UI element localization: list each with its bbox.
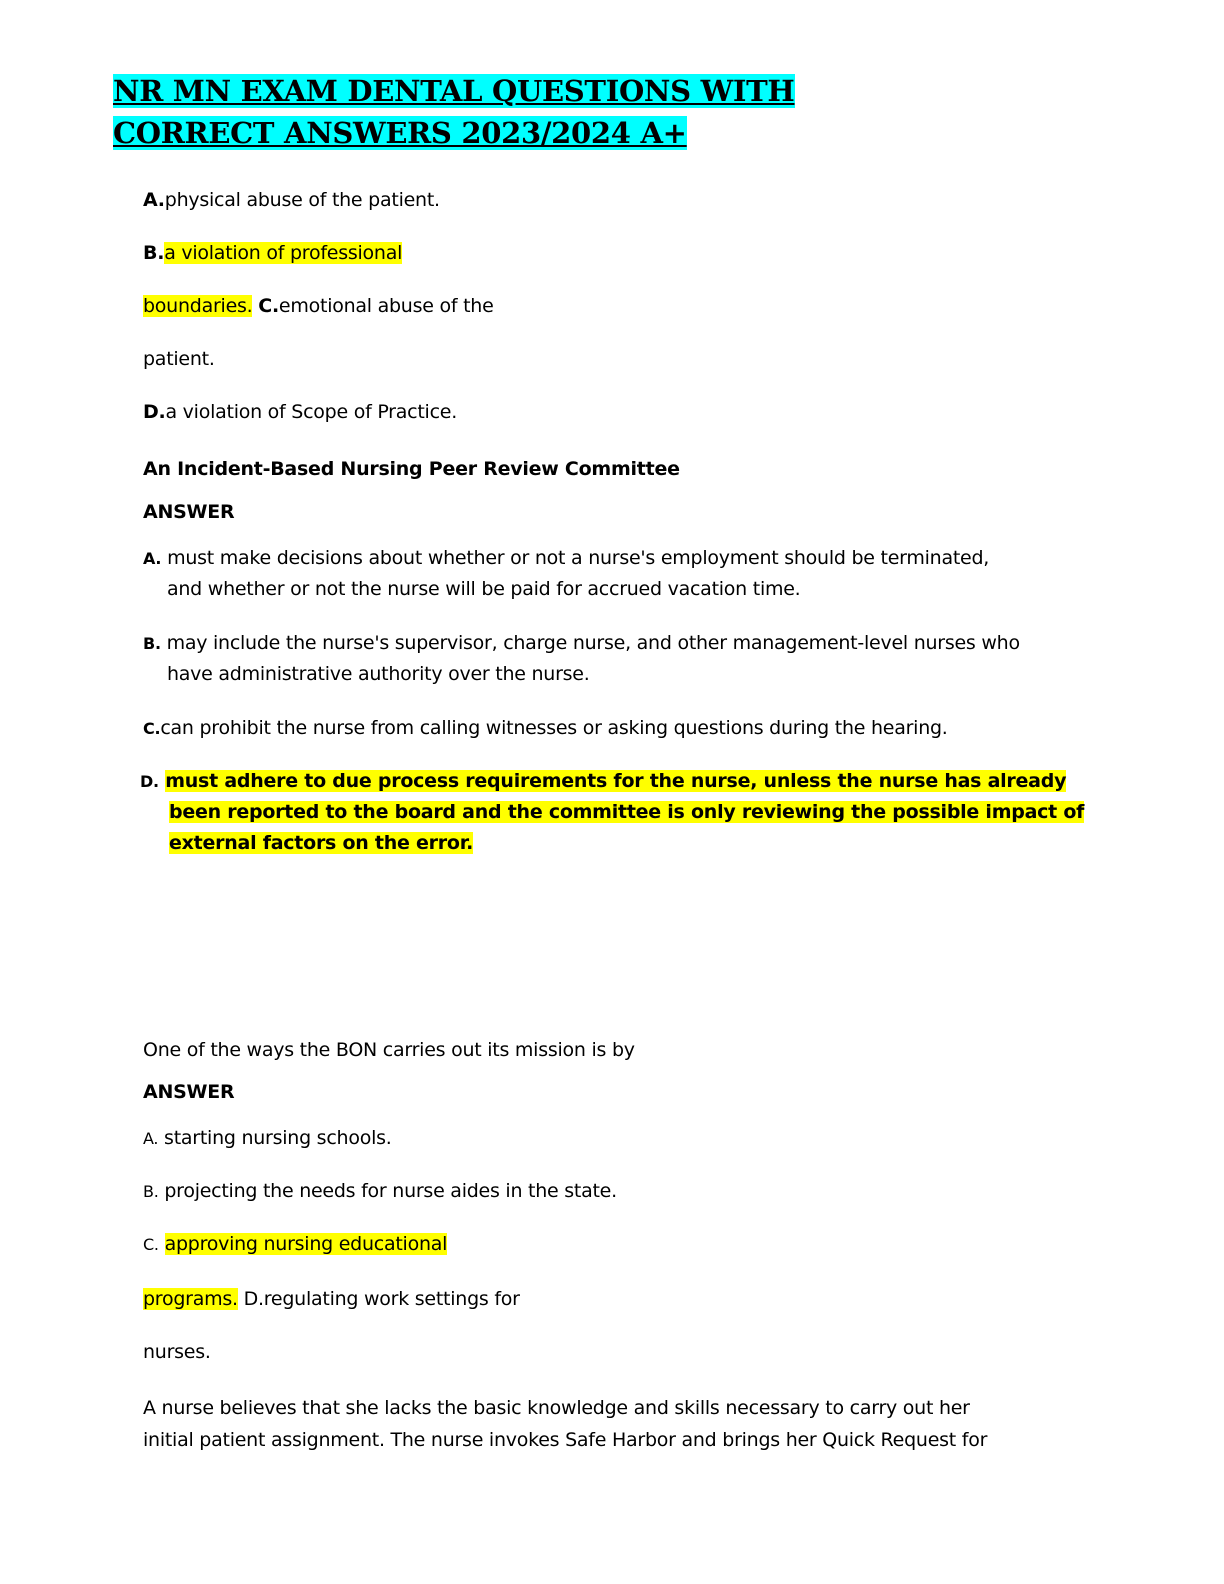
q3-option-b: B. projecting the needs for nurse aides in the state. xyxy=(143,1180,617,1202)
q1-option-a: A.physical abuse of the patient. xyxy=(143,189,440,211)
q1-option-b: B.a violation of professional xyxy=(143,242,403,264)
q2-option-c: C.can prohibit the nurse from calling witnesses or asking questions during the hearing. xyxy=(143,717,948,739)
q3-option-c: C. approving nursing educational xyxy=(143,1233,448,1255)
q1-option-b-c: boundaries. C.emotional abuse of the xyxy=(143,295,494,317)
q3-answer-label: ANSWER xyxy=(143,1081,235,1103)
q2-option-d-cont-2: external factors on the error. xyxy=(169,832,474,854)
q4-text-1: A nurse believes that she lacks the basic knowledge and skills necessary to carry out her xyxy=(143,1397,970,1419)
q1-option-c-cont: patient. xyxy=(143,348,215,370)
q2-option-a-cont: and whether or not the nurse will be paid for accrued vacation time. xyxy=(167,578,801,600)
q2-option-d: D. must adhere to due process requirements for the nurse, unless the nurse has already xyxy=(140,770,1067,792)
q3-option-d-cont: nurses. xyxy=(143,1341,211,1363)
q2-question: An Incident-Based Nursing Peer Review Committee xyxy=(143,458,680,480)
q4-text-2: initial patient assignment. The nurse invokes Safe Harbor and brings her Quick Request for xyxy=(143,1429,988,1451)
q2-option-b: B. may include the nurse's supervisor, charge nurse, and other management-level nurses who xyxy=(143,632,1020,654)
q1-option-d: D.a violation of Scope of Practice. xyxy=(143,401,457,423)
q3-option-a: A. starting nursing schools. xyxy=(143,1127,392,1149)
q2-option-b-cont: have administrative authority over the nurse. xyxy=(167,663,590,685)
q2-option-d-cont-1: been reported to the board and the committee is only reviewing the possible impact of xyxy=(169,801,1085,823)
q2-option-a: A. must make decisions about whether or not a nurse's employment should be terminated, xyxy=(143,547,990,569)
q3-option-c-d: programs. D.regulating work settings for xyxy=(143,1288,520,1310)
q2-answer-label: ANSWER xyxy=(143,501,235,523)
q3-question: One of the ways the BON carries out its mission is by xyxy=(143,1039,635,1061)
page-title: NR MN EXAM DENTAL QUESTIONS WITH CORRECT ANSWERS 2023/2024 A+ xyxy=(113,74,795,150)
